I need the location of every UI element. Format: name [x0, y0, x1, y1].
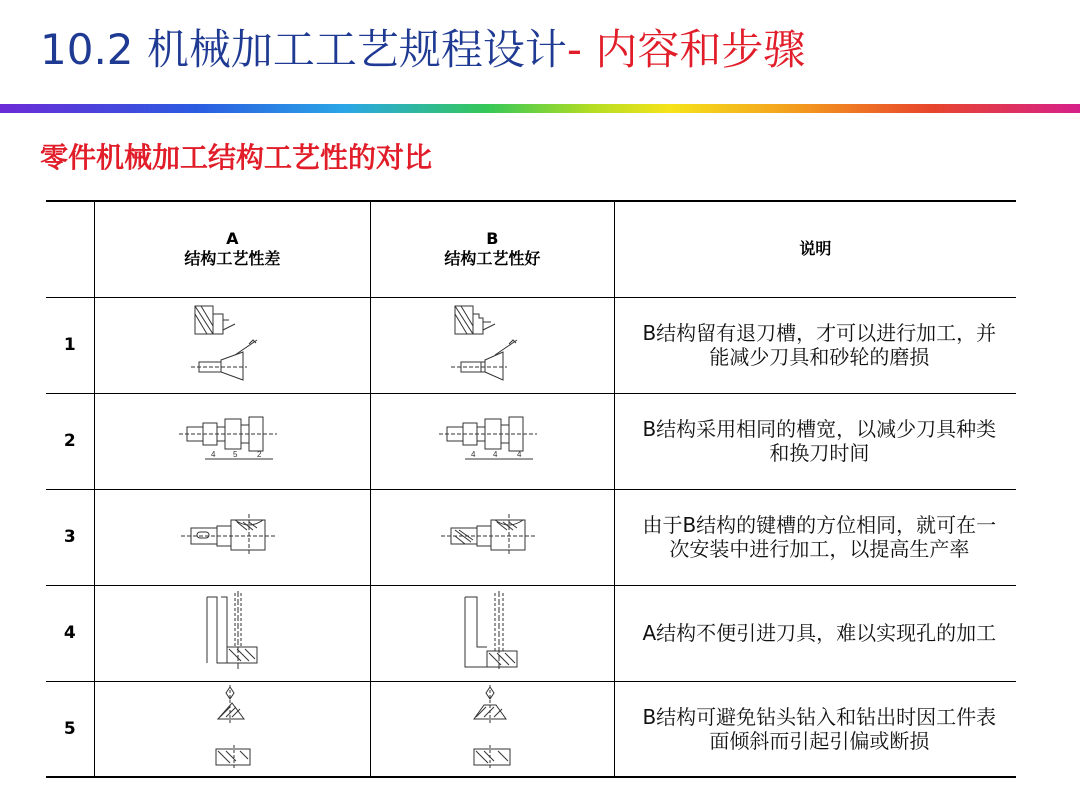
page-title: 10.2 机械加工工艺规程设计- 内容和步骤	[40, 25, 806, 74]
row-number: 3	[46, 489, 94, 585]
header-b: B 结构工艺性好	[371, 201, 615, 297]
row-description: A结构不便引进刀具，难以实现孔的加工	[614, 585, 1016, 681]
drawing-a-5	[94, 681, 371, 777]
drawing-b-2	[371, 393, 615, 489]
table-header-row	[46, 201, 1016, 297]
row-description: B结构可避免钻头钻入和钻出时因工件表面倾斜而引起引偏或断损	[614, 681, 1016, 777]
engineering-drawing-icon	[447, 300, 537, 386]
drawing-b-3	[371, 489, 615, 585]
table-row	[46, 297, 1016, 393]
row-description: 由于B结构的键槽的方位相同，就可在一次安装中进行加工，以提高生产率	[614, 489, 1016, 585]
table-row	[46, 585, 1016, 681]
engineering-drawing-icon	[437, 510, 547, 560]
engineering-drawing-icon	[197, 589, 267, 673]
section-subtitle: 零件机械加工结构工艺性的对比	[40, 141, 433, 174]
drawing-a-1	[94, 297, 371, 393]
drawing-a-4	[94, 585, 371, 681]
svg-text:4: 4	[493, 450, 498, 459]
drawing-b-4	[371, 585, 615, 681]
row-number: 1	[46, 297, 94, 393]
engineering-drawing-icon	[437, 409, 547, 469]
engineering-drawing-icon	[457, 589, 527, 673]
comparison-table	[46, 200, 1016, 778]
row-number: 5	[46, 681, 94, 777]
table-row	[46, 489, 1016, 585]
svg-text:4: 4	[211, 450, 216, 459]
drawing-a-2	[94, 393, 371, 489]
drawing-b-1	[371, 297, 615, 393]
rainbow-divider	[0, 104, 1080, 113]
engineering-drawing-icon	[202, 685, 262, 769]
row-description: B结构采用相同的槽宽，以减少刀具种类和换刀时间	[614, 393, 1016, 489]
drawing-b-5	[371, 681, 615, 777]
svg-text:4: 4	[471, 450, 476, 459]
engineering-drawing-icon	[177, 409, 287, 469]
header-desc: 说明	[614, 201, 1016, 297]
table-row	[46, 393, 1016, 489]
header-empty-cell	[46, 201, 94, 297]
svg-text:5: 5	[233, 450, 238, 459]
row-number: 2	[46, 393, 94, 489]
svg-text:2: 2	[257, 450, 262, 459]
drawing-a-3	[94, 489, 371, 585]
engineering-drawing-icon	[177, 510, 287, 560]
row-description: B结构留有退刀槽，才可以进行加工，并能减少刀具和砂轮的磨损	[614, 297, 1016, 393]
svg-text:4: 4	[517, 450, 522, 459]
engineering-drawing-icon	[462, 685, 522, 769]
engineering-drawing-icon	[187, 300, 277, 386]
table-row	[46, 681, 1016, 777]
header-a: A 结构工艺性差	[94, 201, 371, 297]
row-number: 4	[46, 585, 94, 681]
